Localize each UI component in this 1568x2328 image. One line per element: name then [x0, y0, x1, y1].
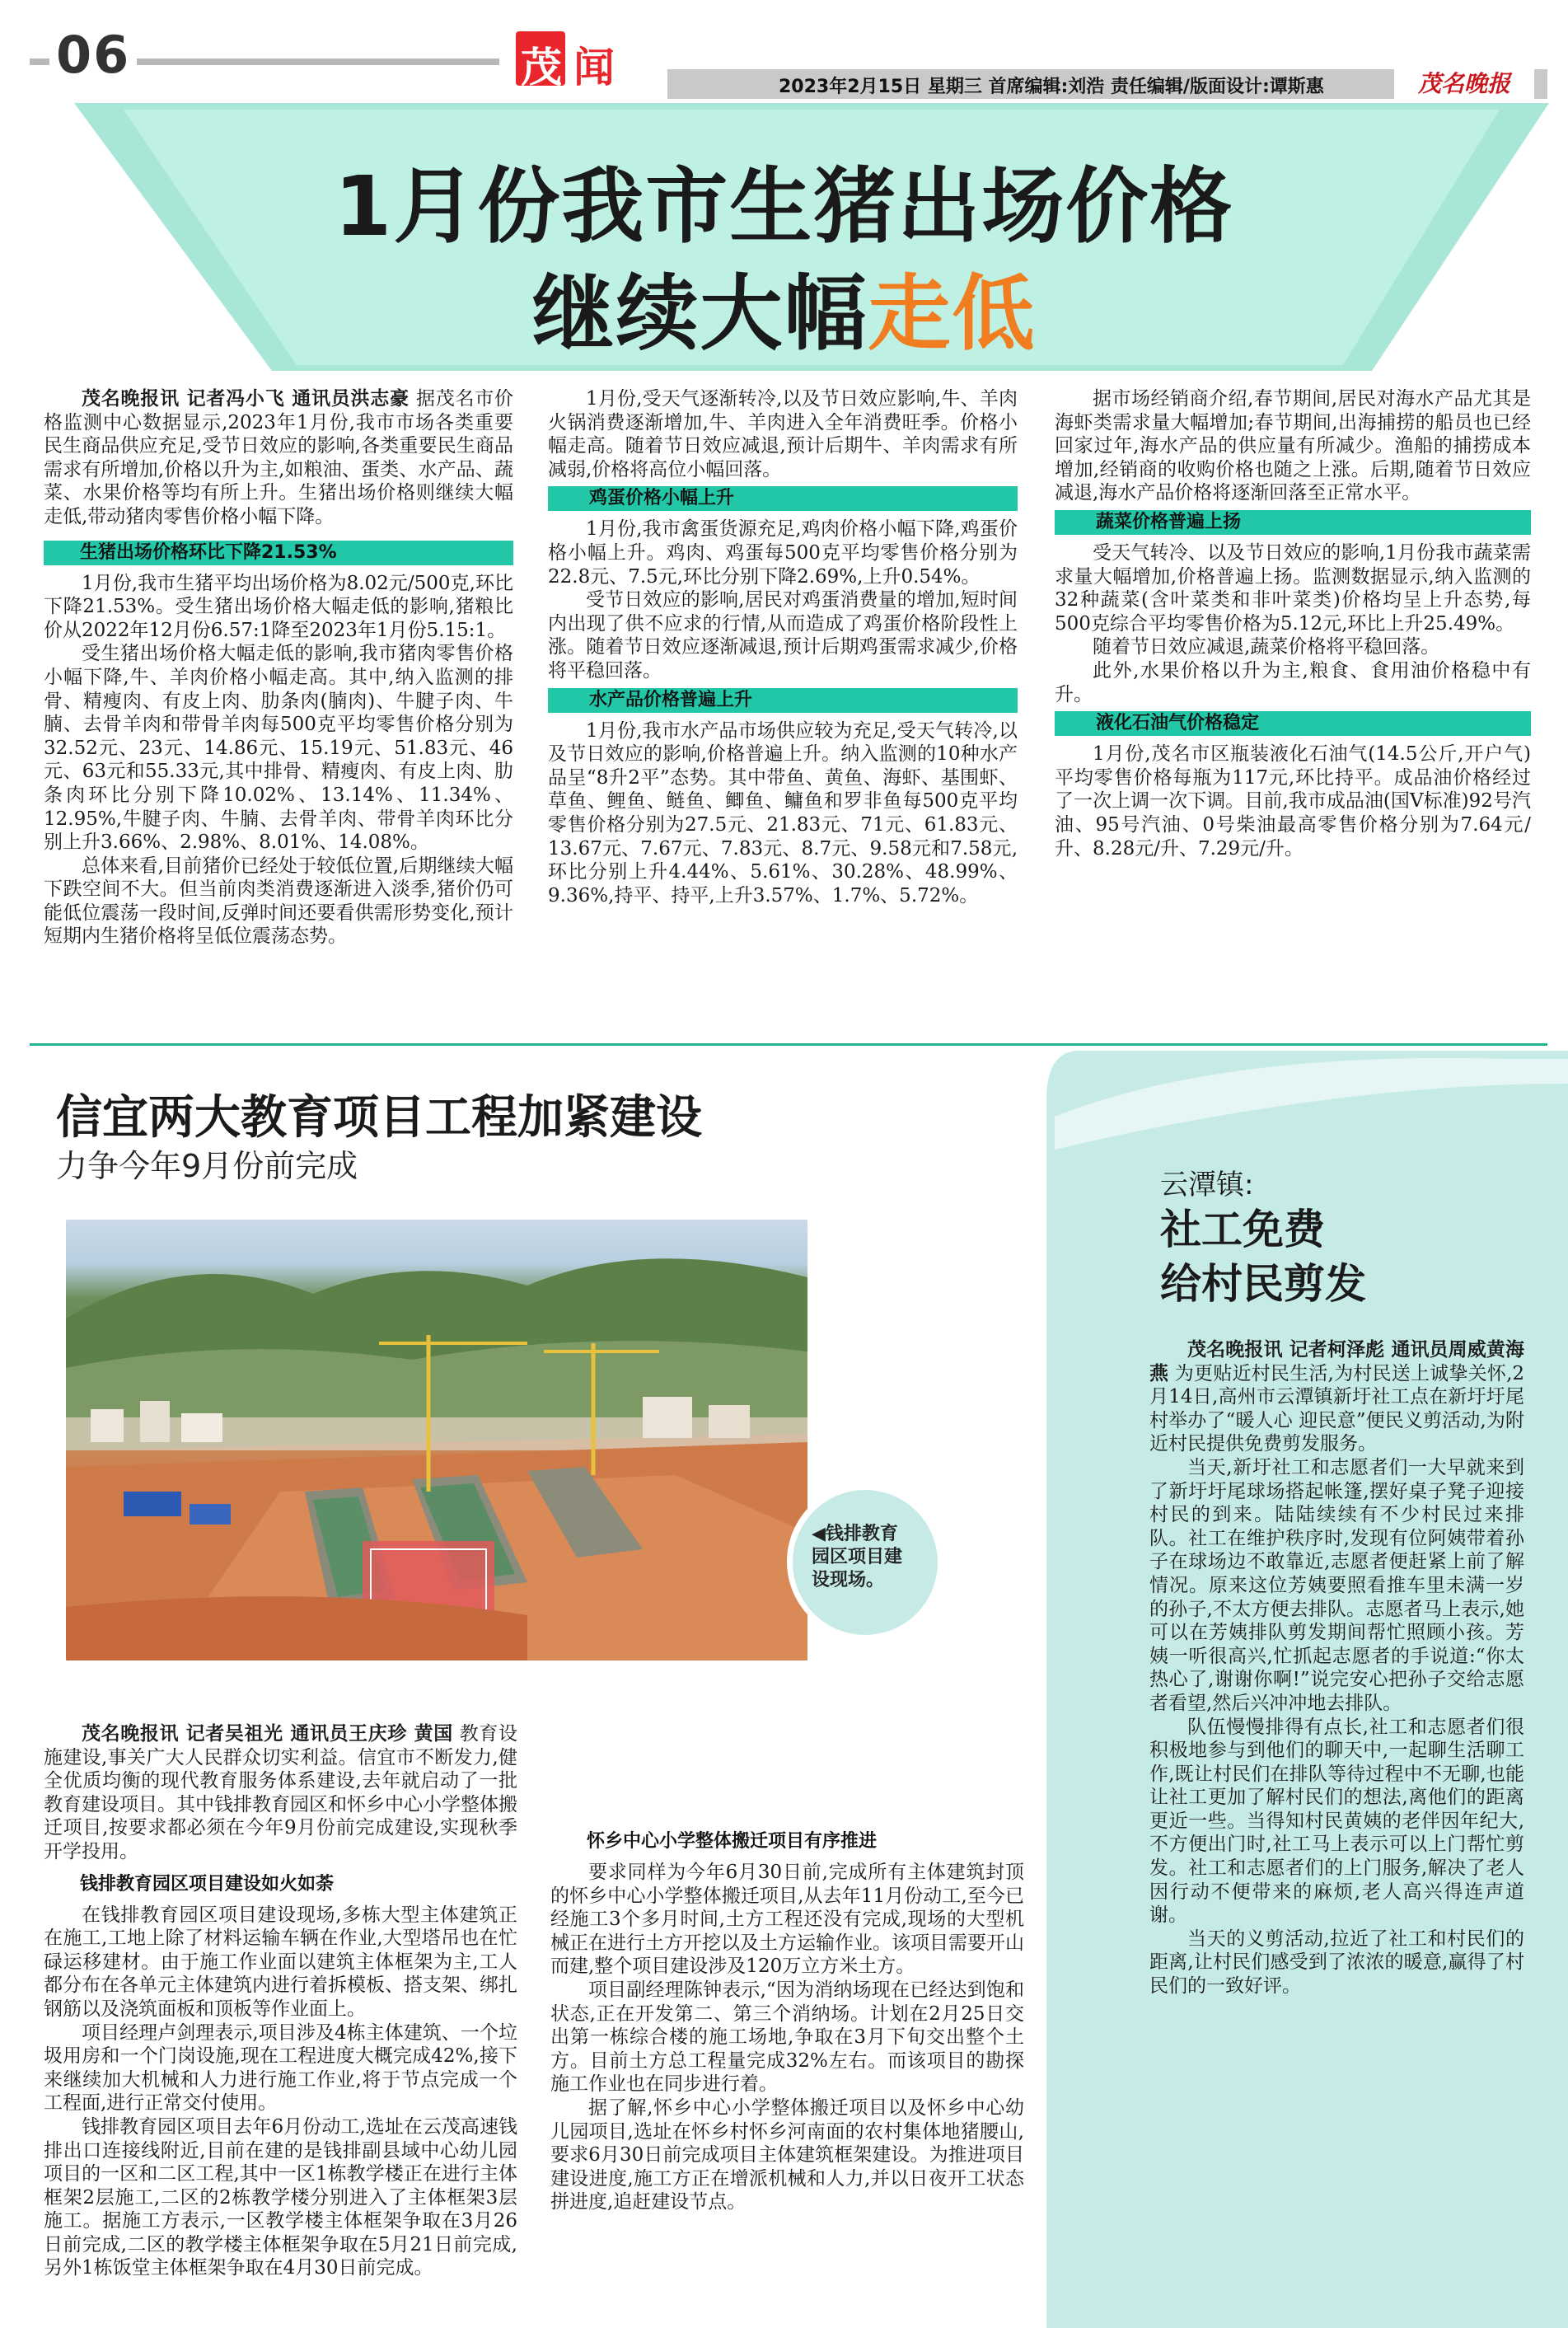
- article3-p3: 当天的义剪活动,拉近了社工和村民们的距离,让村民们感受到了浓浓的暖意,赢得了村民们的一致好评。: [1149, 1928, 1524, 1998]
- article3-p1: 当天,新圩社工和志愿者们一大早就来到了新圩圩尾球场搭起帐篷,摆好桌子凳子迎接村民的到来。陆陆续续有不少村民过来排队。社工在维护秩序时,发现有位阿姨带着孙子在球场边不敢靠近,志愿者便赶紧上前了解情况。原来这位芳姨要照看推车里未满一岁的孙子,不太方便去排队。志愿者马上表示,她可以在芳姨排队剪发期间帮忙照顾小孩。芳姨一听很高兴,忙抓起志愿者的手说道:“你太热心了,谢谢你啊!”说完安心把孙子交给志愿者看望,然后兴冲冲地去排队。: [1149, 1456, 1524, 1714]
- article1-col2-p1: 1月份,受天气逐渐转冷,以及节日效应影响,牛、羊肉火锅消费逐渐增加,牛、羊肉进入全年消费旺季。价格小幅走高。随着节日效应减退,预计后期牛、羊肉需求有所减弱,价格将高位小幅回落。: [548, 388, 1018, 480]
- article2-sec1-p1: 在钱排教育园区项目建设现场,多栋大型主体建筑正在施工,工地上除了材料运输车辆在作业,大型塔吊也在忙碌运移建材。由于施工作业面以建筑主体框架为主,工人都分布在各单元主体建筑内进行着拆模板、搭支架、绑扎钢筋以及浇筑面板和顶板等作业面上。: [44, 1904, 517, 2020]
- page-header: [0, 0, 1568, 99]
- article1-title-line1: 1月份我市生猪出场价格: [334, 158, 1234, 255]
- article1-byline: 茂名晚报讯 记者冯小飞 通讯员洪志豪: [82, 388, 410, 410]
- photo-illustration: [66, 1220, 807, 1661]
- article2-sec2-p1: 要求同样为今年6月30日前,完成所有主体建筑封顶的怀乡中心小学整体搬迁项目,从去年11月份动工,至今已经施工3个多月时间,土方工程还没有完成,现场的大型机械正在进行土方开挖以及土方运输作业。该项目需要开山而建,整个项目建设涉及120万立方米土方。: [550, 1862, 1024, 1978]
- article1-title-highlight: 走低: [868, 265, 1037, 362]
- photo-caption: ◀钱排教育园区项目建设现场。: [812, 1524, 903, 1590]
- article1-sec5-p1: 1月份,茂名市区瓶装液化石油气(14.5公斤,开户气)平均零售价格每瓶为117元,环比持平。成品油价格经过了一次上调一次下调。目前,我市成品油(国Ⅴ标准)92号汽油、95号汽油、0号柴油最高零售价格分别为7.64元/升、8.28元/升、7.29元/升。: [1055, 743, 1531, 860]
- article1-sec1-p2: 受生猪出场价格大幅走低的影响,我市猪肉零售价格小幅下降,牛、羊肉价格小幅走高。其中,纳入监测的排骨、精瘦肉、有皮上肉、肋条肉(腩肉)、牛腱子肉、牛腩、去骨羊肉和带骨羊肉每500克平均零售价格分别为32.52元、23元、14.86元、15.19元、51.83元、46元、63元和55.33元,其中排骨、精瘦肉、有皮上肉、肋条肉环比分别下降10.02%、13.14%、11.34%、12.95%,牛腱子肉、牛腩、去骨羊肉、带骨羊肉环比分别上升3.66%、2.98%、8.01%、14.08%。: [44, 643, 513, 854]
- article1-sec2-title: 鸡蛋价格小幅上升: [548, 486, 1018, 511]
- article2-sec2-title: 怀乡中心小学整体搬迁项目有序推进: [587, 1831, 878, 1852]
- section-mark: [516, 31, 651, 89]
- article2-lead: [44, 1722, 517, 1864]
- article1-sec2-p2: 受节日效应的影响,居民对鸡蛋消费量的增加,短时间内出现了供不应求的行情,从而造成了鸡蛋价格阶段性上涨。随着节日效应逐渐减退,预计后期鸡蛋需求减少,价格将平稳回落。: [548, 589, 1018, 682]
- article2-title: 信宜两大教育项目工程加紧建设: [56, 1091, 702, 1145]
- article2-sec1-title: 钱排教育园区项目建设如火如荼: [80, 1873, 335, 1895]
- article2-sec2-p3: 据了解,怀乡中心小学整体搬迁项目以及怀乡中心幼儿园项目,选址在怀乡村怀乡河南面的农村集体地猪腰山,要求6月30日前完成项目主体建筑框架建设。为推进项目建设进度,施工方正在增派机械和人力,并以日夜开工状态拼进度,追赶建设节点。: [550, 2096, 1024, 2213]
- article1-sec2-p1: 1月份,我市禽蛋货源充足,鸡肉价格小幅下降,鸡蛋价格小幅上升。鸡肉、鸡蛋每500克平均零售价格分别为22.8元、7.5元,环比分别下降2.69%,上升0.54%。: [548, 518, 1018, 588]
- article1-column-1: [44, 387, 513, 949]
- article1-sec4-p3: 此外,水果价格以升为主,粮食、食用油价格稳中有升。: [1055, 659, 1531, 705]
- article2-column-2: [550, 1722, 1024, 2214]
- article1-sec1-p1: 1月份,我市生猪平均出场价格为8.02元/500克,环比下降21.53%。受生猪出场价格大幅走低的影响,猪粮比价从2022年12月份6.57:1降至2023年1月份5.15:1。: [44, 572, 513, 641]
- logo-text: 茂名晚报: [1417, 70, 1510, 97]
- article2-column-1: [44, 1722, 517, 2280]
- header-info: 2023年2月15日 星期三 首席编辑:刘浩 责任编辑/版面设计:谭斯惠: [779, 77, 1324, 97]
- article1-title-line2: [0, 247, 1568, 366]
- article1-sec4-p1: 受天气转冷、以及节日效应的影响,1月份我市蔬菜需求量大幅增加,价格普遍上扬。监测数据显示,纳入监测的32种蔬菜(含叶菜类和非叶菜类)价格均呈上升态势,每500克综合平均零售价格为5.12元,环比上升25.49%。: [1055, 541, 1531, 635]
- article1-sec1-p3: 总体来看,目前猪价已经处于较低位置,后期继续大幅下跌空间不大。但当前肉类消费逐渐进入淡季,猪价仍可能低位震荡一段时间,反弹时间还要看供需形势变化,预计短期内生猪价格将呈低位震荡态势。: [44, 855, 513, 948]
- article1-sec4-title: 蔬菜价格普遍上扬: [1055, 510, 1531, 535]
- article1-sec4-p2: 随着节日效应减退,蔬菜价格将平稳回落。: [1093, 636, 1440, 658]
- article2-sec1-p2: 项目经理卢剑理表示,项目涉及4栋主体建筑、一个垃圾用房和一个门岗设施,现在工程进度大概完成42%,接下来继续加大机械和人力进行施工作业,将于节点完成一个工程面,进行正常交付使用。: [44, 2021, 517, 2115]
- article2-subtitle: 力争今年9月份前完成: [56, 1148, 358, 1184]
- article1-column-2: [548, 387, 1018, 907]
- newspaper-logo: [1394, 68, 1534, 101]
- article1-sec3-p2: 据市场经销商介绍,春节期间,居民对海水产品尤其是海虾类需求量大幅增加;春节期间,出海捕捞的船员也已经回家过年,海水产品的供应量有所减少。渔船的捕捞成本增加,经销商的收购价格也随之上涨。后期,随着节日效应减退,海水产品价格将逐渐回落至正常水平。: [1055, 388, 1531, 504]
- article3-kicker: 云潭镇:: [1160, 1169, 1254, 1201]
- article3-body: [1149, 1338, 1524, 1998]
- section-divider: [30, 1043, 1547, 1046]
- section-char-2: 闻: [573, 44, 615, 91]
- article1-sec3-title: 水产品价格普遍上升: [548, 688, 1018, 713]
- article1-sec5-title: 液化石油气价格稳定: [1055, 711, 1531, 736]
- page-number: 06: [49, 25, 137, 85]
- article3-title-line2: 给村民剪发: [1160, 1260, 1366, 1308]
- construction-photo: [66, 1220, 807, 1661]
- article1-sec1-title: 生猪出场价格环比下降21.53%: [44, 541, 513, 565]
- article1-title-line2-a: 继续大幅: [531, 265, 868, 362]
- article1-column-3: [1055, 387, 1531, 860]
- article2-sec1-p3: 钱排教育园区项目去年6月份动工,选址在云茂高速钱排出口连接线附近,目前在建的是钱排副县域中心幼儿园项目的一区和二区工程,其中一区1栋教学楼正在进行主体框架2层施工,二区的2栋教学楼分别进入了主体框架3层施工。据施工方表示,一区教学楼主体框架争取在3月26日前完成,二区的教学楼主体框架争取在5月21日前完成,另外1栋饭堂主体框架争取在4月30日前完成。: [44, 2115, 517, 2279]
- article3-lead: [1149, 1338, 1524, 1456]
- article2-sec2-p2: 项目副经理陈钟表示,“因为消纳场现在已经达到饱和状态,正在开发第二、第三个消纳场。计划在2月25日交出第一栋综合楼的施工场地,争取在3月下旬交出整个土方。目前土方总工程量完成32%左右。而该项目的勘探施工作业也在同步进行着。: [550, 1979, 1024, 2096]
- article3-byline: 茂名晚报讯 记者柯泽彪 通讯员周威黄海燕: [1149, 1339, 1524, 1384]
- article2-byline: 茂名晚报讯 记者吴祖光 通讯员王庆珍 黄国: [82, 1723, 453, 1745]
- article2-lead-text: 教育设施建设,事关广大人民群众切实利益。信宜市不断发力,健全优质均衡的现代教育服务体系建设,去年就启动了一批教育建设项目。其中钱排教育园区和怀乡中心小学整体搬迁项目,按要求都必须在今年9月份前完成建设,实现秋季开学投用。: [44, 1723, 518, 1862]
- section-char-1: 茂: [521, 44, 562, 91]
- article3-title-line1: 社工免费: [1160, 1206, 1325, 1253]
- article1-sec3-p1: 1月份,我市水产品市场供应较为充足,受天气转冷,以及节日效应的影响,价格普遍上升。纳入监测的10种水产品呈“8升2平”态势。其中带鱼、黄鱼、海虾、基围虾、草鱼、鲤鱼、鲢鱼、鲫鱼、鳙鱼和罗非鱼每500克平均零售价格分别为27.5元、21.83元、71元、61.83元、13.67元、7.67元、7.83元、8.7元、9.58元和7.58元,环比分别上升4.44%、5.61%、30.28%、48.99%、9.36%,持平、持平,上升3.57%、1.7%、5.72%。: [548, 719, 1018, 906]
- article1-lead-text: 据茂名市价格监测中心数据显示,2023年1月份,我市市场各类重要民生商品供应充足,受节日效应的影响,各类重要民生商品需求有所增加,价格以升为主,如粮油、蛋类、水产品、蔬菜、水果价格等均有所上升。生猪出场价格则继续大幅走低,带动猪肉零售价格小幅下降。: [44, 388, 514, 527]
- article3-p2: 队伍慢慢排得有点长,社工和志愿者们很积极地参与到他们的聊天中,一起聊生活聊工作,既让村民们在排队等待过程中不无聊,也能让社工更加了解村民们的想法,离他们的距离更近一些。当得知村民黄姨的老伴因年纪大,不方便出门时,社工马上表示可以上门帮忙剪发。社工和志愿者们的上门服务,解决了老人因行动不便带来的麻烦,老人高兴得连声道谢。: [1149, 1716, 1524, 1927]
- article1-lead: [44, 387, 513, 529]
- article3-lead-text: 为更贴近村民生活,为村民送上诚挚关怀,2月14日,高州市云潭镇新圩社工点在新圩圩尾村举办了“暖人心 迎民意”便民义剪活动,为附近村民提供免费剪发服务。: [1149, 1362, 1525, 1455]
